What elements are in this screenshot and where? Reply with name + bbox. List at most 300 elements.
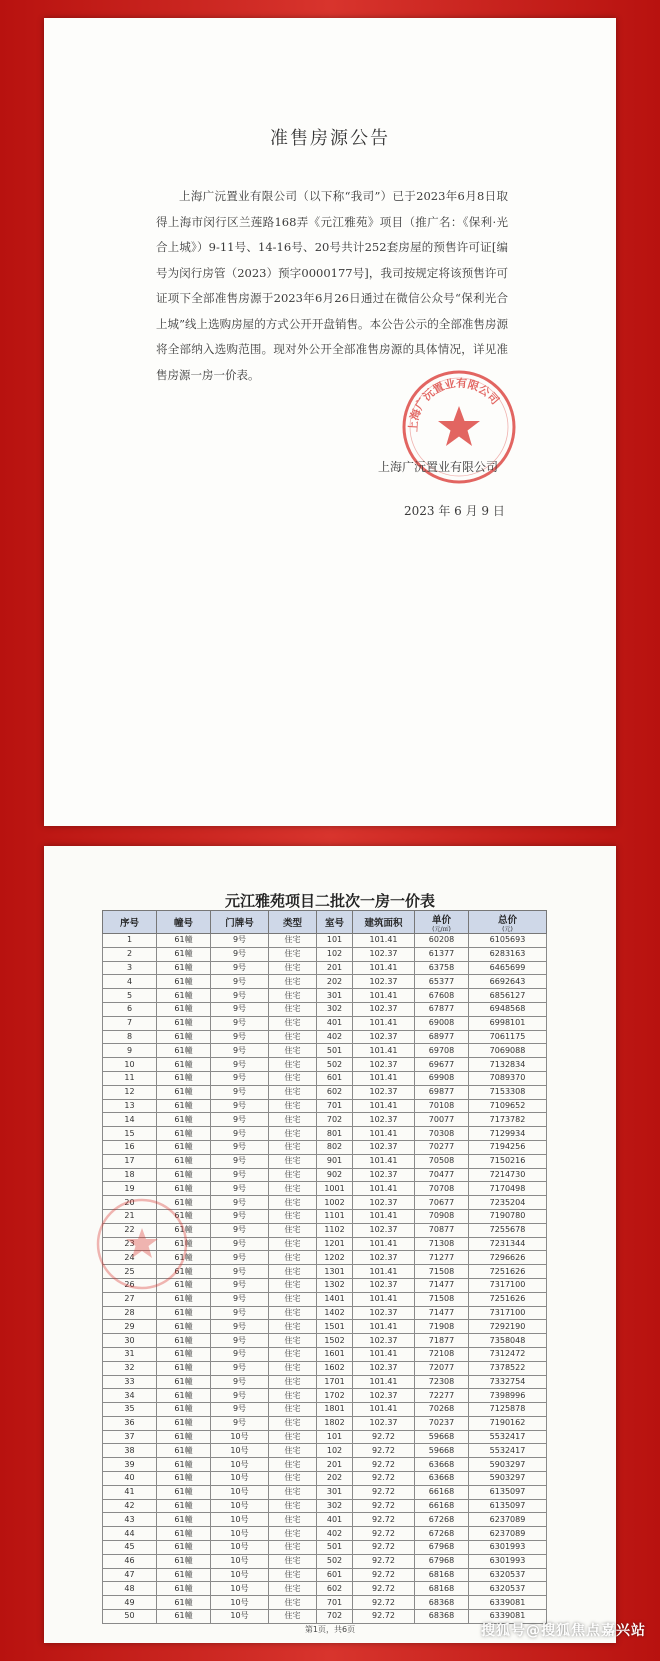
table-cell: 59668 — [415, 1430, 469, 1444]
table-cell: 101.41 — [353, 1071, 415, 1085]
table-row — [103, 1113, 547, 1127]
table-cell: 70908 — [415, 1209, 469, 1223]
table-cell: 9号 — [211, 1016, 269, 1030]
table-cell: 102.37 — [353, 1196, 415, 1210]
table-cell: 102.37 — [353, 1278, 415, 1292]
table-cell: 61幢 — [157, 1292, 211, 1306]
table-cell: 61幢 — [157, 1265, 211, 1279]
table-cell: 9号 — [211, 1292, 269, 1306]
table-row — [103, 1182, 547, 1196]
table-cell: 住宅 — [269, 1168, 317, 1182]
table-cell: 住宅 — [269, 1099, 317, 1113]
table-title: 元江雅苑项目二批次一房一价表 — [224, 892, 435, 910]
table-cell: 201 — [317, 1458, 353, 1472]
table-cell: 102.37 — [353, 1251, 415, 1265]
table-cell: 10号 — [211, 1444, 269, 1458]
table-cell: 42 — [103, 1499, 157, 1513]
table-row — [103, 1085, 547, 1099]
table-cell: 7251626 — [469, 1265, 547, 1279]
table-cell: 69008 — [415, 1016, 469, 1030]
table-row — [103, 989, 547, 1003]
column-header-label: 建筑面积 — [364, 918, 403, 929]
table-cell: 1202 — [317, 1251, 353, 1265]
table-cell: 住宅 — [269, 1058, 317, 1072]
table-cell: 7312472 — [469, 1347, 547, 1361]
table-cell: 住宅 — [269, 1582, 317, 1596]
table-cell: 61幢 — [157, 1541, 211, 1555]
table-cell: 住宅 — [269, 1002, 317, 1016]
table-cell: 71308 — [415, 1237, 469, 1251]
table-cell: 6301993 — [469, 1541, 547, 1555]
table-cell: 23 — [103, 1237, 157, 1251]
table-cell: 61幢 — [157, 1016, 211, 1030]
table-cell: 61幢 — [157, 1237, 211, 1251]
table-cell: 住宅 — [269, 1610, 317, 1624]
table-cell: 67268 — [415, 1527, 469, 1541]
table-cell: 70877 — [415, 1223, 469, 1237]
table-cell: 6237089 — [469, 1513, 547, 1527]
table-cell: 7132834 — [469, 1058, 547, 1072]
table-cell: 71477 — [415, 1278, 469, 1292]
table-cell: 6856127 — [469, 989, 547, 1003]
table-cell: 43 — [103, 1513, 157, 1527]
column-header — [353, 911, 415, 934]
table-cell: 9号 — [211, 1044, 269, 1058]
table-cell: 7109652 — [469, 1099, 547, 1113]
table-cell: 49 — [103, 1596, 157, 1610]
table-header-row — [103, 911, 547, 934]
table-cell: 61幢 — [157, 1320, 211, 1334]
table-cell: 9号 — [211, 1196, 269, 1210]
table-cell: 61幢 — [157, 1554, 211, 1568]
table-cell: 住宅 — [269, 1472, 317, 1486]
table-cell: 5532417 — [469, 1430, 547, 1444]
table-cell: 住宅 — [269, 1071, 317, 1085]
table-cell: 67877 — [415, 1002, 469, 1016]
table-cell: 601 — [317, 1071, 353, 1085]
table-cell: 65377 — [415, 975, 469, 989]
table-cell: 9号 — [211, 1182, 269, 1196]
table-cell: 6948568 — [469, 1002, 547, 1016]
table-cell: 61幢 — [157, 934, 211, 948]
table-cell: 61幢 — [157, 1430, 211, 1444]
table-cell: 7 — [103, 1016, 157, 1030]
table-cell: 25 — [103, 1265, 157, 1279]
table-cell: 住宅 — [269, 1127, 317, 1141]
table-cell: 38 — [103, 1444, 157, 1458]
table-cell: 101.41 — [353, 1044, 415, 1058]
table-cell: 61幢 — [157, 1403, 211, 1417]
table-cell: 13 — [103, 1099, 157, 1113]
table-cell: 37 — [103, 1430, 157, 1444]
table-cell: 302 — [317, 1499, 353, 1513]
table-cell: 7089370 — [469, 1071, 547, 1085]
notice-title: 准售房源公告 — [270, 128, 390, 149]
table-cell: 72077 — [415, 1361, 469, 1375]
table-cell: 9号 — [211, 1347, 269, 1361]
table-cell: 101.41 — [353, 1099, 415, 1113]
table-cell: 101.41 — [353, 961, 415, 975]
table-cell: 101.41 — [353, 1237, 415, 1251]
table-cell: 71877 — [415, 1334, 469, 1348]
table-cell: 61幢 — [157, 947, 211, 961]
table-cell: 17 — [103, 1154, 157, 1168]
table-cell: 69677 — [415, 1058, 469, 1072]
table-cell: 10号 — [211, 1513, 269, 1527]
table-cell: 9 — [103, 1044, 157, 1058]
column-header-label: 门牌号 — [225, 918, 254, 929]
table-cell: 402 — [317, 1030, 353, 1044]
table-cell: 10号 — [211, 1430, 269, 1444]
table-cell: 101.41 — [353, 1154, 415, 1168]
table-cell: 9号 — [211, 1140, 269, 1154]
table-row — [103, 975, 547, 989]
table-cell: 7378522 — [469, 1361, 547, 1375]
table-cell: 66168 — [415, 1499, 469, 1513]
table-cell: 住宅 — [269, 1113, 317, 1127]
table-cell: 30 — [103, 1334, 157, 1348]
table-cell: 1702 — [317, 1389, 353, 1403]
table-row — [103, 934, 547, 948]
table-cell: 1101 — [317, 1209, 353, 1223]
table-cell: 61幢 — [157, 1499, 211, 1513]
table-cell: 1201 — [317, 1237, 353, 1251]
table-row — [103, 1334, 547, 1348]
table-cell: 7061175 — [469, 1030, 547, 1044]
table-cell: 7317100 — [469, 1278, 547, 1292]
table-row — [103, 1099, 547, 1113]
table-cell: 住宅 — [269, 1292, 317, 1306]
table-cell: 住宅 — [269, 1237, 317, 1251]
table-cell: 63668 — [415, 1458, 469, 1472]
table-cell: 2 — [103, 947, 157, 961]
table-cell: 24 — [103, 1251, 157, 1265]
table-cell: 26 — [103, 1278, 157, 1292]
table-cell: 7173782 — [469, 1113, 547, 1127]
table-cell: 44 — [103, 1527, 157, 1541]
table-cell: 67268 — [415, 1513, 469, 1527]
table-cell: 9号 — [211, 989, 269, 1003]
table-cell: 10号 — [211, 1472, 269, 1486]
table-cell: 102.37 — [353, 1334, 415, 1348]
table-cell: 61幢 — [157, 1568, 211, 1582]
table-cell: 40 — [103, 1472, 157, 1486]
table-cell: 202 — [317, 1472, 353, 1486]
table-cell: 住宅 — [269, 1596, 317, 1610]
table-cell: 61幢 — [157, 1209, 211, 1223]
table-cell: 61幢 — [157, 1182, 211, 1196]
table-cell: 101.41 — [353, 1265, 415, 1279]
table-cell: 9号 — [211, 1334, 269, 1348]
table-cell: 301 — [317, 989, 353, 1003]
table-cell: 401 — [317, 1016, 353, 1030]
table-cell: 61幢 — [157, 1168, 211, 1182]
column-header — [157, 911, 211, 934]
table-cell: 9号 — [211, 1223, 269, 1237]
table-cell: 61幢 — [157, 1485, 211, 1499]
table-cell: 1001 — [317, 1182, 353, 1196]
table-cell: 住宅 — [269, 1499, 317, 1513]
table-cell: 61幢 — [157, 1416, 211, 1430]
table-row — [103, 1499, 547, 1513]
table-row — [103, 1416, 547, 1430]
table-cell: 9号 — [211, 1403, 269, 1417]
table-cell: 9号 — [211, 1058, 269, 1072]
table-cell: 7296626 — [469, 1251, 547, 1265]
table-cell: 8 — [103, 1030, 157, 1044]
table-cell: 7292190 — [469, 1320, 547, 1334]
table-cell: 36 — [103, 1416, 157, 1430]
table-cell: 92.72 — [353, 1513, 415, 1527]
table-row — [103, 1058, 547, 1072]
table-cell: 101.41 — [353, 1127, 415, 1141]
table-cell: 4 — [103, 975, 157, 989]
table-cell: 住宅 — [269, 934, 317, 948]
table-row — [103, 961, 547, 975]
table-cell: 5532417 — [469, 1444, 547, 1458]
table-cell: 102 — [317, 947, 353, 961]
table-row — [103, 1485, 547, 1499]
table-cell: 9号 — [211, 1099, 269, 1113]
table-cell: 61幢 — [157, 989, 211, 1003]
table-cell: 住宅 — [269, 1044, 317, 1058]
table-cell: 12 — [103, 1085, 157, 1099]
table-row — [103, 1458, 547, 1472]
table-cell: 61幢 — [157, 1154, 211, 1168]
table-cell: 6105693 — [469, 934, 547, 948]
table-row — [103, 1596, 547, 1610]
table-cell: 住宅 — [269, 1375, 317, 1389]
table-cell: 1 — [103, 934, 157, 948]
table-cell: 402 — [317, 1527, 353, 1541]
table-cell: 住宅 — [269, 1458, 317, 1472]
table-cell: 7398996 — [469, 1389, 547, 1403]
table-cell: 92.72 — [353, 1458, 415, 1472]
table-cell: 601 — [317, 1568, 353, 1582]
table-cell: 70708 — [415, 1182, 469, 1196]
column-unit: (元/㎡) — [432, 925, 451, 933]
table-cell: 6301993 — [469, 1554, 547, 1568]
table-cell: 72277 — [415, 1389, 469, 1403]
table-cell: 住宅 — [269, 961, 317, 975]
table-cell: 61幢 — [157, 1347, 211, 1361]
table-cell: 63758 — [415, 961, 469, 975]
table-cell: 61幢 — [157, 1251, 211, 1265]
table-cell: 住宅 — [269, 1278, 317, 1292]
table-cell: 71477 — [415, 1306, 469, 1320]
table-cell: 61幢 — [157, 1071, 211, 1085]
table-cell: 69877 — [415, 1085, 469, 1099]
table-cell: 6339081 — [469, 1610, 547, 1624]
table-cell: 1002 — [317, 1196, 353, 1210]
table-cell: 901 — [317, 1154, 353, 1168]
table-cell: 602 — [317, 1085, 353, 1099]
table-cell: 101.41 — [353, 1375, 415, 1389]
table-row — [103, 1472, 547, 1486]
table-cell: 70277 — [415, 1140, 469, 1154]
table-cell: 1402 — [317, 1306, 353, 1320]
table-cell: 61幢 — [157, 1375, 211, 1389]
table-cell: 住宅 — [269, 1403, 317, 1417]
notice-page — [44, 18, 616, 826]
page-footer: 第1页，共6页 — [304, 1625, 356, 1634]
table-cell: 1401 — [317, 1292, 353, 1306]
table-cell: 102.37 — [353, 947, 415, 961]
table-cell: 9号 — [211, 1209, 269, 1223]
table-cell: 39 — [103, 1458, 157, 1472]
table-cell: 10 — [103, 1058, 157, 1072]
table-cell: 住宅 — [269, 1196, 317, 1210]
table-cell: 68368 — [415, 1596, 469, 1610]
table-cell: 住宅 — [269, 1320, 317, 1334]
table-cell: 502 — [317, 1058, 353, 1072]
table-row — [103, 1430, 547, 1444]
table-cell: 7170498 — [469, 1182, 547, 1196]
table-cell: 6320537 — [469, 1568, 547, 1582]
table-cell: 住宅 — [269, 1223, 317, 1237]
table-cell: 1601 — [317, 1347, 353, 1361]
table-cell: 22 — [103, 1223, 157, 1237]
table-cell: 住宅 — [269, 1334, 317, 1348]
table-cell: 61幢 — [157, 1334, 211, 1348]
table-cell: 802 — [317, 1140, 353, 1154]
table-cell: 70508 — [415, 1154, 469, 1168]
table-cell: 61幢 — [157, 1389, 211, 1403]
table-cell: 33 — [103, 1375, 157, 1389]
table-cell: 61幢 — [157, 1610, 211, 1624]
table-cell: 61377 — [415, 947, 469, 961]
table-cell: 502 — [317, 1554, 353, 1568]
table-cell: 61幢 — [157, 1113, 211, 1127]
table-cell: 1501 — [317, 1320, 353, 1334]
table-cell: 72108 — [415, 1347, 469, 1361]
table-cell: 501 — [317, 1541, 353, 1555]
table-cell: 71508 — [415, 1292, 469, 1306]
table-row — [103, 1527, 547, 1541]
table-cell: 61幢 — [157, 1306, 211, 1320]
table-cell: 住宅 — [269, 1541, 317, 1555]
table-cell: 61幢 — [157, 1458, 211, 1472]
table-cell: 101.41 — [353, 989, 415, 1003]
table-cell: 71508 — [415, 1265, 469, 1279]
table-cell: 101.41 — [353, 1403, 415, 1417]
table-cell: 1701 — [317, 1375, 353, 1389]
table-cell: 301 — [317, 1485, 353, 1499]
table-row — [103, 1071, 547, 1085]
table-cell: 68168 — [415, 1568, 469, 1582]
table-cell: 1802 — [317, 1416, 353, 1430]
table-row — [103, 1306, 547, 1320]
table-row — [103, 1044, 547, 1058]
table-row — [103, 947, 547, 961]
table-cell: 702 — [317, 1610, 353, 1624]
table-cell: 101.41 — [353, 1347, 415, 1361]
column-header-label: 室号 — [324, 918, 344, 929]
table-cell: 9号 — [211, 1002, 269, 1016]
table-cell: 10号 — [211, 1582, 269, 1596]
table-row — [103, 1347, 547, 1361]
table-cell: 92.72 — [353, 1444, 415, 1458]
table-cell: 10号 — [211, 1610, 269, 1624]
table-cell: 61幢 — [157, 1278, 211, 1292]
table-cell: 7125878 — [469, 1403, 547, 1417]
table-cell: 102.37 — [353, 1223, 415, 1237]
table-cell: 70237 — [415, 1416, 469, 1430]
table-cell: 902 — [317, 1168, 353, 1182]
table-cell: 70108 — [415, 1099, 469, 1113]
table-cell: 61幢 — [157, 1361, 211, 1375]
table-cell: 16 — [103, 1140, 157, 1154]
table-cell: 102.37 — [353, 1113, 415, 1127]
table-cell: 住宅 — [269, 1030, 317, 1044]
table-cell: 102.37 — [353, 1058, 415, 1072]
table-cell: 41 — [103, 1485, 157, 1499]
table-cell: 69708 — [415, 1044, 469, 1058]
table-cell: 10号 — [211, 1485, 269, 1499]
table-cell: 19 — [103, 1182, 157, 1196]
table-cell: 11 — [103, 1071, 157, 1085]
table-cell: 702 — [317, 1113, 353, 1127]
notice-paragraph: 上海广沅置业有限公司（以下称“我司”）已于2023年6月8日取得上海市闵行区兰莲路168弄《元江雅苑》项目（推广名：《保利·光合上城》）9-11号、14-16号、20号共计252套房屋的预售许可证[编号为闵行房管（2023）预字0000177号]，我司按规定将该预售许可证项下全部准售房源于2023年6月26日通过在微信公众号“保利光合上城”线上选购房屋的方式公开开盘销售。本公告公示的全部准售房源将全部纳入选购范围。现对外公开全部准售房源的具体情况，详见准售房源一房一价表。 — [156, 189, 508, 382]
table-cell: 60208 — [415, 934, 469, 948]
table-cell: 住宅 — [269, 1209, 317, 1223]
table-cell: 9号 — [211, 1085, 269, 1099]
table-cell: 1502 — [317, 1334, 353, 1348]
table-cell: 101.41 — [353, 1292, 415, 1306]
table-cell: 34 — [103, 1389, 157, 1403]
table-cell: 61幢 — [157, 1099, 211, 1113]
table-cell: 501 — [317, 1044, 353, 1058]
table-cell: 6692643 — [469, 975, 547, 989]
table-cell: 7332754 — [469, 1375, 547, 1389]
table-cell: 9号 — [211, 1113, 269, 1127]
table-cell: 68168 — [415, 1582, 469, 1596]
price-table-page — [44, 846, 616, 1643]
page-seal-icon — [94, 1196, 190, 1292]
table-cell: 102.37 — [353, 1085, 415, 1099]
table-row — [103, 1541, 547, 1555]
table-cell: 7358048 — [469, 1334, 547, 1348]
table-cell: 68368 — [415, 1610, 469, 1624]
table-cell: 61幢 — [157, 1223, 211, 1237]
table-cell: 住宅 — [269, 947, 317, 961]
table-cell: 9号 — [211, 1375, 269, 1389]
table-cell: 102.37 — [353, 1002, 415, 1016]
table-row — [103, 1292, 547, 1306]
table-row — [103, 1389, 547, 1403]
table-cell: 住宅 — [269, 975, 317, 989]
table-cell: 70477 — [415, 1168, 469, 1182]
table-cell: 102.37 — [353, 1140, 415, 1154]
table-cell: 9号 — [211, 934, 269, 948]
table-cell: 101.41 — [353, 1209, 415, 1223]
table-cell: 61幢 — [157, 1472, 211, 1486]
table-cell: 92.72 — [353, 1485, 415, 1499]
table-cell: 31 — [103, 1347, 157, 1361]
table-cell: 10号 — [211, 1568, 269, 1582]
table-cell: 住宅 — [269, 1568, 317, 1582]
table-cell: 92.72 — [353, 1527, 415, 1541]
table-cell: 801 — [317, 1127, 353, 1141]
table-cell: 61幢 — [157, 1002, 211, 1016]
table-cell: 401 — [317, 1513, 353, 1527]
table-cell: 35 — [103, 1403, 157, 1417]
table-cell: 9号 — [211, 1265, 269, 1279]
table-row — [103, 1320, 547, 1334]
table-cell: 7190780 — [469, 1209, 547, 1223]
table-cell: 9号 — [211, 947, 269, 961]
table-cell: 102.37 — [353, 1416, 415, 1430]
